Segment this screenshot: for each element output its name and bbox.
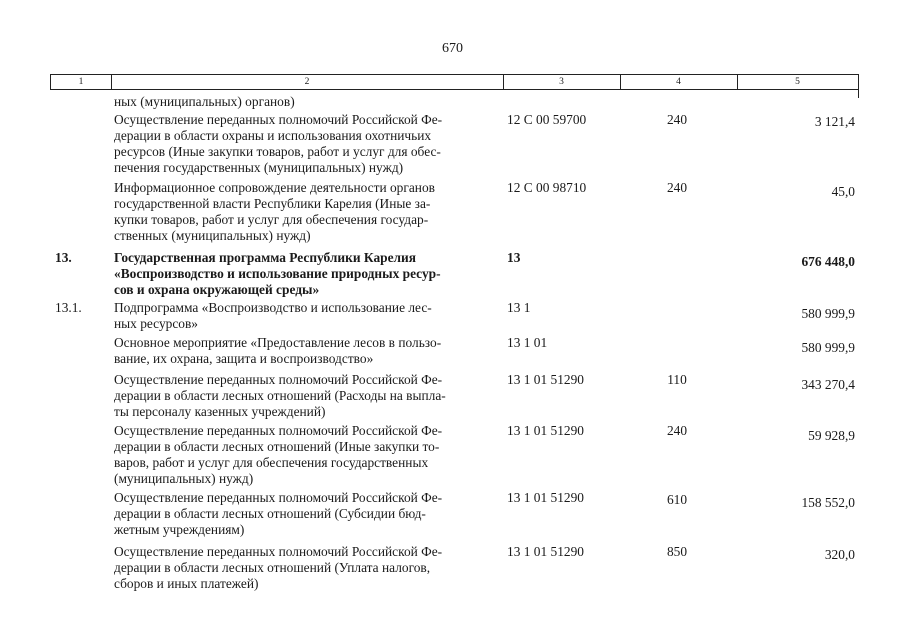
row-description xyxy=(114,372,492,420)
amount: 320,0 xyxy=(824,547,855,562)
row-description xyxy=(114,250,492,298)
target-code: 13 1 01 51290 xyxy=(507,544,584,559)
table-header xyxy=(50,74,859,90)
text-line: ных (муниципальных) органов) xyxy=(114,94,295,109)
expense-type: 240 xyxy=(666,112,688,127)
expense-type: 610 xyxy=(666,492,688,507)
expense-type: 110 xyxy=(667,372,687,387)
text-line: Подпрограмма «Воспроизводство и использование лес- xyxy=(114,300,432,315)
amount: 3 121,4 xyxy=(814,114,855,129)
row-description xyxy=(114,112,492,176)
text-line: купки товаров, работ и услуг для обеспечения государ- xyxy=(114,212,429,227)
row-description xyxy=(114,544,492,592)
target-code: 13 1 xyxy=(507,300,531,315)
target-code: 13 xyxy=(507,250,521,265)
text-line: жетным учреждениям) xyxy=(114,522,245,537)
amount: 676 448,0 xyxy=(801,254,855,269)
amount: 580 999,9 xyxy=(801,340,855,355)
text-line: дерации в области лесных отношений (Уплата налогов, xyxy=(114,560,431,575)
amount: 59 928,9 xyxy=(808,428,855,443)
text-line: печения государственных (муниципальных) нужд) xyxy=(114,160,404,175)
text-line: Осуществление переданных полномочий Российской Фе- xyxy=(114,490,443,505)
row-description xyxy=(114,94,492,110)
header-col-3: 3 xyxy=(559,77,564,87)
text-line: дерации в области лесных отношений (Расходы на выпла- xyxy=(114,388,446,403)
expense-type: 850 xyxy=(666,544,688,559)
target-code: 13 1 01 51290 xyxy=(507,423,584,438)
row-description xyxy=(114,300,492,332)
row-number: 13. xyxy=(55,250,72,265)
header-col-5: 5 xyxy=(795,77,800,87)
text-line: (муниципальных) нужд) xyxy=(114,471,254,486)
text-line: дерации в области лесных отношений (Субсидии бюд- xyxy=(114,506,426,521)
text-line: ресурсов (Иные закупки товаров, работ и услуг для обес- xyxy=(114,144,441,159)
text-line: сборов и иных платежей) xyxy=(114,576,259,591)
target-code: 13 1 01 51290 xyxy=(507,372,584,387)
table-right-border xyxy=(858,89,859,98)
text-line: сов и охрана окружающей среды» xyxy=(114,282,320,297)
text-line: Основное мероприятие «Предоставление лесов в пользо- xyxy=(114,335,442,350)
page-number: 670 xyxy=(442,41,463,56)
text-line: Осуществление переданных полномочий Российской Фе- xyxy=(114,112,443,127)
text-line: ных ресурсов» xyxy=(114,316,198,331)
text-line: Осуществление переданных полномочий Российской Фе- xyxy=(114,423,443,438)
amount: 45,0 xyxy=(831,184,855,199)
text-line: дерации в области охраны и использования охотничьих xyxy=(114,128,432,143)
text-line: Государственная программа Республики Карелия xyxy=(114,250,417,265)
amount: 158 552,0 xyxy=(801,495,855,510)
text-line: варов, работ и услуг для обеспечения государственных xyxy=(114,455,429,470)
expense-type: 240 xyxy=(666,180,688,195)
row-number: 13.1. xyxy=(55,300,82,315)
text-line: дерации в области лесных отношений (Иные закупки то- xyxy=(114,439,440,454)
row-description xyxy=(114,490,492,538)
text-line: Осуществление переданных полномочий Российской Фе- xyxy=(114,372,443,387)
target-code: 12 С 00 98710 xyxy=(507,180,587,195)
row-description xyxy=(114,423,492,487)
target-code: 12 С 00 59700 xyxy=(507,112,587,127)
row-description xyxy=(114,335,492,367)
target-code: 13 1 01 xyxy=(507,335,548,350)
text-line: ственных (муниципальных) нужд) xyxy=(114,228,311,243)
amount: 343 270,4 xyxy=(801,377,855,392)
amount: 580 999,9 xyxy=(801,306,855,321)
header-col-4: 4 xyxy=(676,77,681,87)
expense-type: 240 xyxy=(666,423,688,438)
target-code: 13 1 01 51290 xyxy=(507,490,584,505)
text-line: «Воспроизводство и использование природных ресур- xyxy=(114,266,441,281)
header-col-2: 2 xyxy=(304,77,310,87)
row-description xyxy=(114,180,492,244)
text-line: вание, их охрана, защита и воспроизводство» xyxy=(114,351,374,366)
header-col-1: 1 xyxy=(78,77,84,87)
text-line: Информационное сопровождение деятельности органов xyxy=(114,180,435,195)
text-line: Осуществление переданных полномочий Российской Фе- xyxy=(114,544,443,559)
text-line: государственной власти Республики Карелия (Иные за- xyxy=(114,196,431,211)
text-line: ты персоналу казенных учреждений) xyxy=(114,404,326,419)
